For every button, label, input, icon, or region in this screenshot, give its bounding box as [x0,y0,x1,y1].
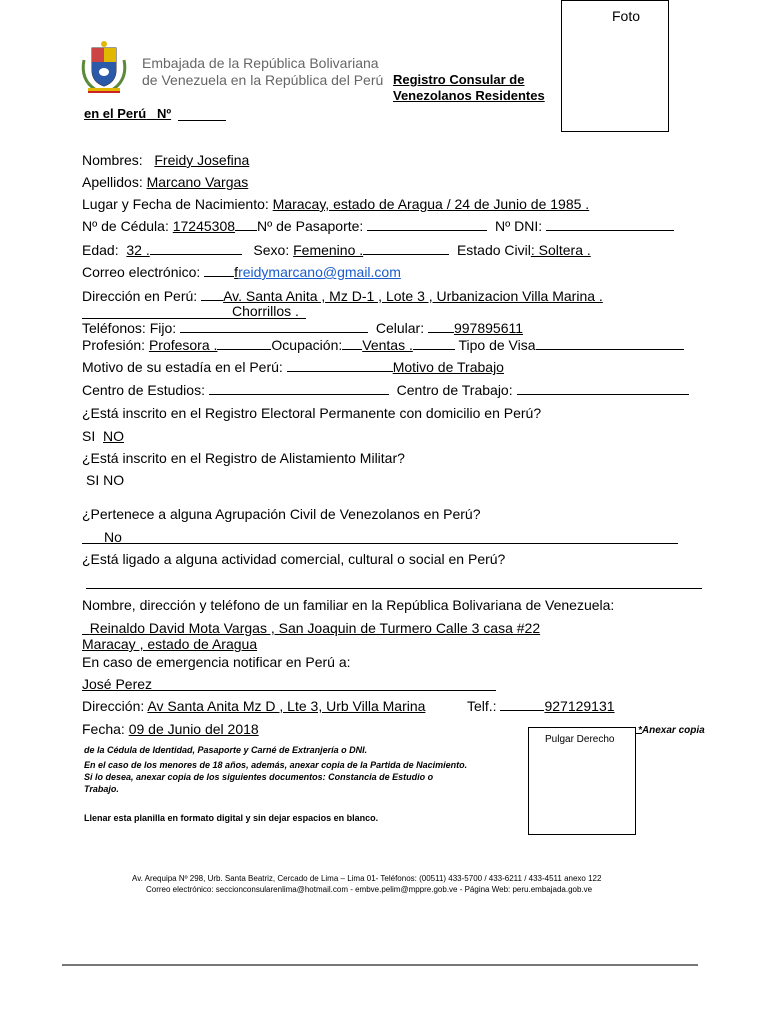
fecha-value[interactable]: 09 de Junio del 2018 [128,721,259,737]
coat-of-arms-icon [78,40,130,94]
note-menores: En el caso de los menores de 18 años, además, anexar copia de la Partida de Nacimiento. [84,760,468,770]
correo-blank [204,264,234,277]
embassy-name-line1: Embajada de la República Bolivariana [142,55,379,71]
form-number-line[interactable] [178,120,226,121]
row-nombres [82,152,249,168]
edad-value[interactable]: 32 . [126,242,150,258]
emergencia-telf-label: Telf.: [467,698,497,714]
civil-value[interactable]: : Soltera . [530,242,591,258]
direccion-value2[interactable]: Chorrillos . [232,303,299,319]
direccion-label: Dirección en Perú: [82,288,198,304]
note-trabajo: Trabajo. [84,784,119,794]
telf-blank [500,698,544,711]
apellidos-label: Apellidos: [82,174,143,190]
motivo-blank [287,359,393,372]
motivo-value[interactable]: Motivo de Trabajo [392,359,504,375]
visa-label: Tipo de Visa [458,337,536,353]
question-alistamiento-militar: ¿Está inscrito en el Registro de Alistamiento Militar? [82,450,405,466]
emergencia-direccion-label: Dirección: [82,698,145,714]
row-correo [82,264,401,280]
dni-field[interactable] [546,218,674,231]
edad-blank[interactable] [150,242,242,255]
fecha-label: Fecha: [82,721,125,737]
row-profesion [82,337,684,353]
familiar-line2[interactable]: Maracay , estado de Aragua [82,636,258,652]
direccion-value1[interactable]: Av. Santa Anita , Mz D-1 , Lote 3 , Urbanizacion Villa Marina . [223,288,603,304]
trabajo-label: Centro de Trabajo: [396,382,513,398]
cedula-blank[interactable] [235,218,257,231]
nombres-label: Nombres: [82,152,143,168]
pasaporte-label: Nº de Pasaporte: [257,218,364,234]
nacimiento-label: Lugar y Fecha de Nacimiento: [82,196,269,212]
emergencia-direccion-value[interactable]: Av Santa Anita Mz D , Lte 3, Urb Villa Marina [147,698,426,714]
row-documentos [82,218,674,234]
question-agrupacion-civil: ¿Pertenece a alguna Agrupación Civil de Venezolanos en Perú? [82,506,481,522]
row-fecha [82,721,259,737]
emergencia-telf-value[interactable]: 927129131 [544,698,615,714]
form-title-line2: Venezolanos Residentes [393,88,545,103]
agrupacion-line [82,543,678,544]
celular-label: Celular: [375,320,425,336]
civil-label: Estado Civil [456,242,531,258]
row-telefonos [82,320,523,336]
photo-label: Foto [612,8,641,24]
footer-address: Av. Arequipa Nº 298, Urb. Santa Beatriz, Cercado de Lima – Lima 01- Teléfonos: (00511) 433-5700 / 433-6211 / 433-4511 anexo 122 [132,874,602,883]
nacimiento-value[interactable]: Maracay, estado de Aragua / 24 de Junio de 1985 . [272,196,590,212]
emergencia-label: En caso de emergencia notificar en Perú a: [82,654,351,670]
dni-label: Nº DNI: [495,218,543,234]
direccion-blank [201,288,223,301]
note-instrucciones: Llenar esta planilla en formato digital y sin dejar espacios en blanco. [84,813,379,823]
row-emergencia-telf [467,698,615,714]
ocupacion-value[interactable]: Ventas . [362,337,413,353]
row-centros [82,382,689,398]
estudios-field[interactable] [209,382,389,395]
familiar-label: Nombre, dirección y teléfono de un familiar en la República Bolivariana de Venezuela: [82,597,615,613]
answer-si[interactable]: SI [82,428,96,444]
answer-registro-electoral [82,428,124,444]
cedula-label: Nº de Cédula: [82,218,169,234]
apellidos-value[interactable]: Marcano Vargas [146,174,249,190]
row-nacimiento [82,196,589,212]
motivo-label: Motivo de su estadía en el Perú: [82,359,283,375]
row-edad [82,242,591,258]
footer-contact: Correo electrónico: seccionconsularenlima@hotmail.com - embve.pelim@mppre.gob.ve - Página Web: peru.embajada.gob.ve [146,885,593,894]
ocupacion-blank [342,337,362,350]
form-title-location: en el Perú [84,106,147,121]
profesion-label: Profesión: [82,337,146,353]
row-apellidos [82,174,248,190]
profesion-blank[interactable] [217,337,271,350]
emergencia-name[interactable]: José Perez [82,676,153,692]
estudios-label: Centro de Estudios: [82,382,205,398]
form-title-line1: Registro Consular de [393,72,525,87]
fijo-field[interactable] [180,320,368,333]
visa-field[interactable] [536,337,684,350]
sexo-label: Sexo: [253,242,290,258]
row-emergencia-direccion [82,698,425,714]
correo-value-prefix[interactable]: f [234,264,239,280]
photo-box[interactable] [561,0,669,132]
question-actividad: ¿Está ligado a alguna actividad comercial, cultural o social en Perú? [82,551,506,567]
answer-alistamiento-militar[interactable]: SI NO [86,472,125,488]
familiar-line1[interactable] [82,620,540,636]
row-motivo [82,359,504,375]
form-number-label: Nº [156,106,172,121]
thumbprint-label: Pulgar Derecho [545,734,615,745]
question-registro-electoral: ¿Está inscrito en el Registro Electoral Permanente con domicilio en Perú? [82,405,542,421]
telefonos-label: Teléfonos: Fijo: [82,320,177,336]
celular-value[interactable]: 997895611 [453,320,524,336]
cedula-value[interactable]: 17245308 [172,218,236,234]
thumbprint-box[interactable] [528,727,636,835]
trabajo-field[interactable] [517,382,689,395]
pasaporte-field[interactable] [367,218,487,231]
direccion-line2 [82,318,306,319]
row-direccion [82,288,603,304]
embassy-name-line2: de Venezuela en la República del Perú [142,72,384,88]
profesion-value[interactable]: Profesora . [148,337,218,353]
note-opcional: Si lo desea, anexar copia de los siguientes documentos: Constancia de Estudio o [84,772,434,782]
form-title-line3 [84,106,171,121]
sexo-blank[interactable] [363,242,449,255]
celular-blank [428,320,454,333]
sexo-value[interactable]: Femenino . [293,242,364,258]
correo-label: Correo electrónico: [82,264,201,280]
anexar-label: *Anexar copia [638,725,705,736]
nombres-value[interactable]: Freidy Josefina [154,152,250,168]
ocupacion-label: Ocupación: [271,337,343,353]
bottom-rule [62,964,698,966]
answer-no[interactable]: NO [103,428,125,444]
edad-label: Edad: [82,242,119,258]
note-documentos: de la Cédula de Identidad, Pasaporte y Carné de Extranjería o DNI. [84,745,368,755]
actividad-line[interactable] [86,588,702,589]
answer-agrupacion-civil[interactable]: No [104,529,122,545]
ocupacion-blank-after[interactable] [413,337,455,350]
familiar-line1-text: Reinaldo David Mota Vargas , San Joaquin de Turmero Calle 3 casa #22 [89,620,541,636]
emergencia-name-line [82,690,496,691]
correo-value-link[interactable]: reidymarcano@gmail.com [238,264,401,280]
